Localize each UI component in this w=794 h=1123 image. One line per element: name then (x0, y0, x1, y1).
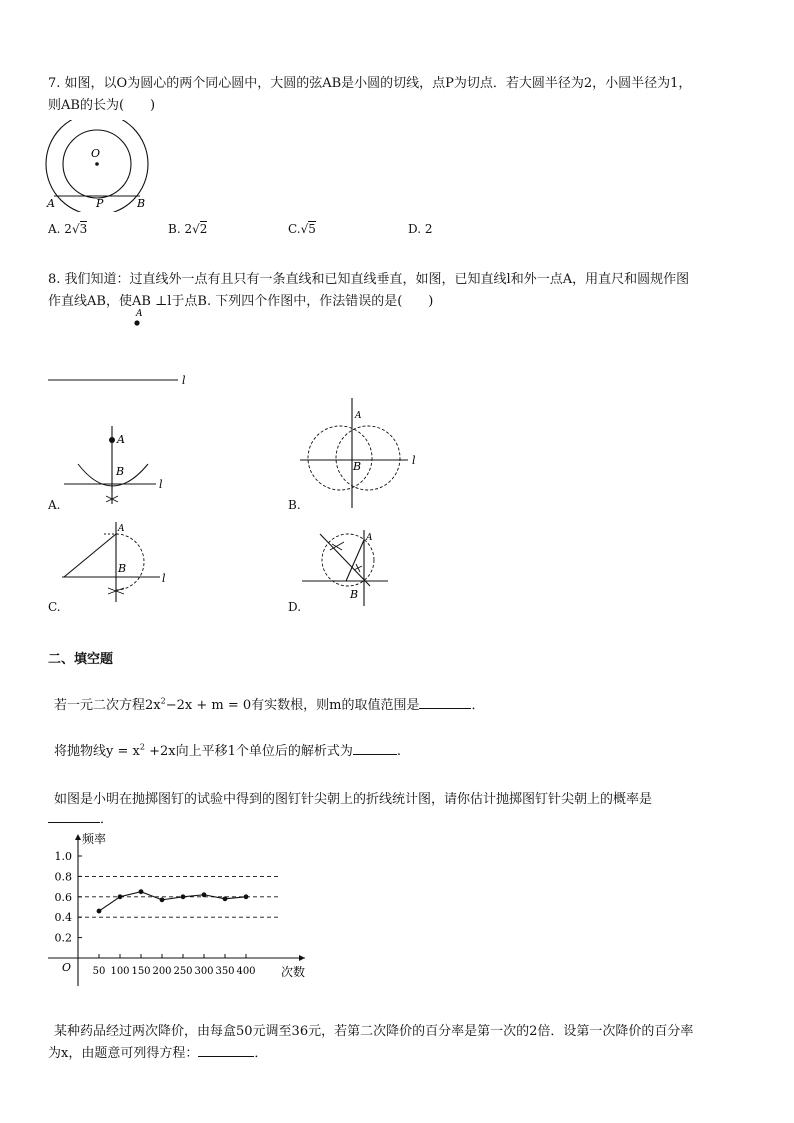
sqrt-icon: √ (71, 222, 80, 236)
answer-blank-2[interactable] (353, 742, 397, 755)
option-coef: 2 (184, 222, 193, 236)
x-tick-label: 250 (173, 966, 193, 977)
y-tick-label: 1.0 (54, 850, 72, 863)
y-tick-label: 0.6 (54, 890, 72, 904)
q8-figure-b (298, 398, 424, 508)
f2-sup: 2 (139, 742, 145, 752)
y-axis-arrow-icon (75, 834, 81, 840)
svg-text:l: l (159, 478, 163, 491)
q8-option-d-label[interactable]: D. (288, 600, 302, 614)
data-point (244, 894, 249, 899)
q8-option-b-label[interactable]: B. (288, 498, 301, 512)
point-a (134, 320, 139, 325)
data-point (181, 894, 186, 899)
x-tick-label: 200 (152, 966, 172, 977)
q8-figure-a (64, 424, 174, 506)
fill-question-4-line2 (48, 1042, 267, 1061)
data-point (202, 892, 207, 897)
y-tick-label: 0.8 (54, 870, 72, 884)
section-title: 二、填空题 (48, 652, 114, 667)
frequency-series-line (99, 892, 246, 911)
x-tick-label: 350 (215, 966, 235, 977)
fill-question-3-line1: 如图是小明在抛掷图钉的试验中得到的图钉针尖朝上的折线统计图，请你估计抛掷图钉针尖朝上的概率是 (54, 792, 653, 807)
origin-label: O (62, 961, 72, 974)
f3-end: ． (100, 812, 114, 827)
q7-option-a[interactable] (48, 222, 87, 236)
label-l: l (182, 374, 186, 387)
answer-blank-4[interactable] (198, 1044, 254, 1057)
f4-line2: 为x，由题意可列得方程： (48, 1046, 199, 1061)
q8-figure-d (300, 528, 396, 606)
f1-pre: 若一元二次方程2x (54, 698, 161, 713)
label-p: P (96, 197, 104, 210)
fill-question-3-line2 (48, 808, 113, 827)
frequency-line-chart (40, 826, 330, 986)
data-point (97, 909, 102, 914)
sqrt-icon: √ (300, 222, 309, 236)
q8-line1: 8. 我们知道：过直线外一点有且只有一条直线和已知直线垂直，如图，已知直线l和外一点A，用直尺和圆规作图 (48, 272, 690, 287)
label-b: B (137, 197, 146, 210)
y-tick-label: 0.4 (54, 911, 72, 925)
svg-text:B: B (350, 588, 359, 601)
q7-figure (44, 120, 156, 212)
label-a: A (136, 309, 143, 319)
q8-given-figure (44, 304, 204, 390)
option-coef: 2 (64, 222, 72, 236)
q7-option-b[interactable] (168, 222, 207, 236)
answer-blank-1[interactable] (419, 696, 471, 709)
svg-text:l: l (162, 572, 166, 585)
option-radicand: 5 (308, 222, 316, 236)
q8-option-c-label[interactable]: C. (48, 600, 61, 614)
option-radicand: 3 (79, 222, 88, 236)
f2-post: +2x向上平移1个单位后的解析式为 (144, 744, 353, 759)
fill-question-1 (54, 694, 484, 713)
center-point (95, 162, 99, 166)
option-letter: B. (168, 222, 185, 236)
svg-text:B: B (353, 460, 362, 473)
svg-text:A: A (117, 433, 125, 446)
x-tick-label: 50 (92, 966, 106, 977)
q8-line2: 作直线AB，使AB ⊥l于点B. 下列四个作图中，作法错误的是( ) (48, 294, 434, 309)
f1-post: −2x + m = 0有实数根，则m的取值范围是 (165, 698, 420, 713)
x-tick-label: 100 (110, 966, 130, 977)
q7-option-c[interactable] (288, 222, 316, 236)
q7-option-d[interactable] (408, 222, 432, 236)
x-axis-arrow-icon (299, 955, 305, 961)
label-o: O (91, 147, 101, 160)
option-value: 2 (424, 222, 433, 236)
svg-text:A: A (366, 533, 373, 543)
q8-option-a-label[interactable]: A. (48, 498, 61, 512)
svg-text:A: A (355, 411, 362, 421)
sqrt-icon: √ (192, 222, 200, 236)
data-point (223, 896, 228, 901)
q7-line1: 7. 如图，以O为圆心的两个同心圆中，大圆的弦AB是小圆的切线，点P为切点．若大圆半径为2，小圆半径为1， (48, 76, 692, 91)
f2-end: . (396, 744, 401, 759)
fill-question-4-line1: 某种药品经过两次降价，由每盒50元调至36元，若第二次降价的百分率是第一次的2倍．设第一次降价的百分率 (54, 1024, 694, 1039)
option-letter: A. (48, 222, 65, 236)
data-point (139, 889, 144, 894)
q7-line2: 则AB的长为( ) (48, 98, 156, 113)
f2-pre: 将抛物线y = x (54, 744, 140, 759)
q8-figure-c (60, 520, 174, 604)
option-radicand: 2 (199, 222, 208, 236)
svg-text:A: A (118, 524, 125, 534)
svg-text:B: B (116, 465, 125, 478)
option-letter: C. (288, 222, 301, 236)
y-axis-label: 频率 (82, 832, 107, 846)
x-tick-label: 400 (236, 966, 256, 977)
f1-sup: 2 (160, 696, 166, 706)
f1-end: ． (471, 698, 485, 713)
f4-end: ． (254, 1046, 268, 1061)
option-letter: D. (408, 222, 425, 236)
data-point (160, 897, 165, 902)
svg-text:B: B (118, 562, 127, 575)
y-tick-label: 0.2 (54, 931, 72, 945)
data-point (118, 894, 123, 899)
fill-question-2 (54, 740, 401, 759)
x-axis-label: 次数 (281, 965, 306, 979)
svg-text:l: l (412, 454, 416, 467)
label-a: A (47, 197, 55, 210)
x-tick-label: 300 (194, 966, 214, 977)
x-tick-label: 150 (131, 966, 151, 977)
answer-blank-3[interactable] (48, 810, 100, 823)
